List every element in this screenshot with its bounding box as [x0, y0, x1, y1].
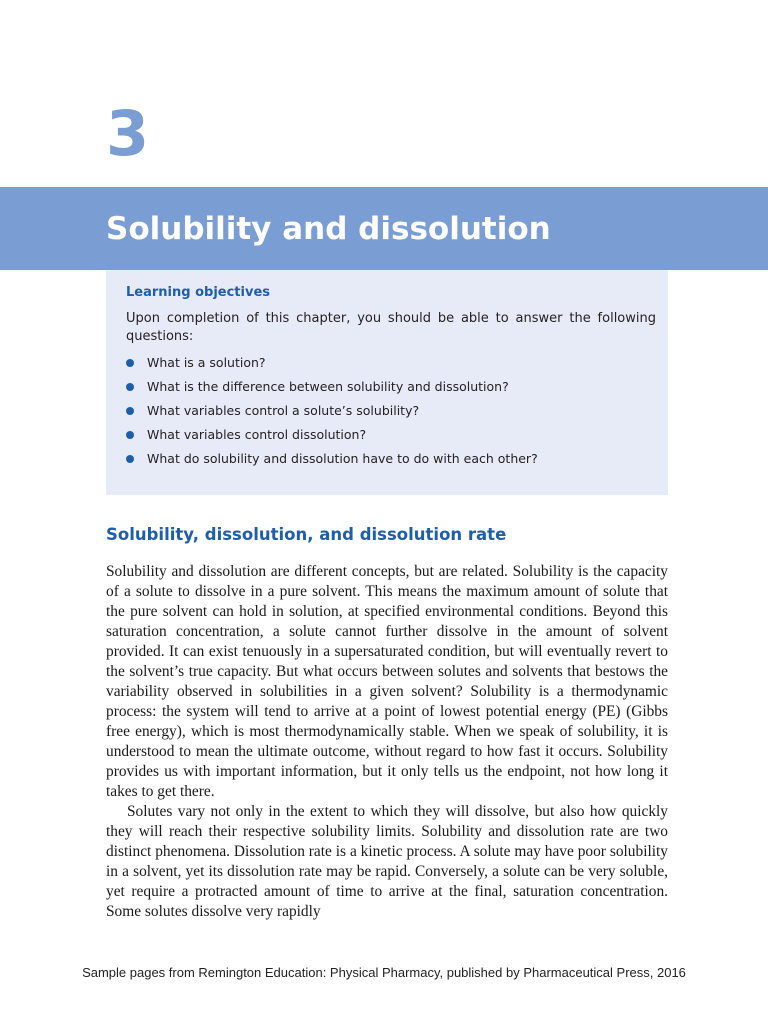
objective-text: What variables control dissolution?: [147, 427, 367, 442]
chapter-title-band: [0, 187, 768, 270]
bullet-dot-icon: [126, 407, 134, 415]
bullet-dot-icon: [126, 455, 134, 463]
objective-text: What is a solution?: [147, 355, 266, 370]
learning-objectives-heading: Learning objectives: [126, 285, 270, 300]
objective-text: What variables control a solute’s solubility?: [147, 403, 420, 418]
objective-item: [126, 426, 656, 444]
objective-item: [126, 354, 656, 372]
learning-objectives-intro: Upon completion of this chapter, you should be able to answer the following questions:: [126, 311, 656, 344]
objective-item: [126, 378, 656, 396]
body-paragraph: Solubility and dissolution are different concepts, but are related. Solubility is the capacity of a solute to dissolve in a pure solvent. This means the maximum amount of solute that the pure solvent can hold in solution, at specified environmental conditions. Beyond this saturation concentration, a solute cannot further dissolve in the amount of solvent provided. It can exist tenuously in a supersaturated condition, but will eventually revert to the solvent’s true capacity. But what occurs between solutes and solvents that bestows the variability observed in solubilities in a given solvent? Solubility is a thermodynamic process: the system will tend to arrive at a point of lowest potential energy (PE) (Gibbs free energy), which is most thermodynamically stable. When we speak of solubility, it is understood to mean the ultimate outcome, without regard to how fast it occurs. Solubility provides us with important information, but it only tells us the endpoint, not how long it takes to get there.: [106, 563, 668, 800]
chapter-number: 3: [106, 97, 150, 170]
section-body: [106, 562, 668, 922]
bullet-dot-icon: [126, 383, 134, 391]
objective-item: [126, 450, 656, 468]
objective-text: What do solubility and dissolution have to do with each other?: [147, 451, 538, 466]
bullet-dot-icon: [126, 431, 134, 439]
chapter-title: Solubility and dissolution: [106, 211, 551, 247]
footer-note: Sample pages from Remington Education: Physical Pharmacy, published by Pharmaceutical Press, 2016: [82, 965, 686, 980]
learning-objectives-box: [106, 270, 668, 495]
section-heading: Solubility, dissolution, and dissolution rate: [106, 525, 507, 544]
body-paragraph: Solutes vary not only in the extent to which they will dissolve, but also how quickly they will reach their respective solubility limits. Solubility and dissolution rate are two distinct phenomena. Dissolution rate is a kinetic process. A solute may have poor solubility in a solvent, yet its dissolution rate may be rapid. Conversely, a solute can be very soluble, yet require a protracted amount of time to arrive at the final, saturation concentration. Some solutes dissolve very rapidly: [106, 803, 668, 920]
bullet-dot-icon: [126, 359, 134, 367]
objective-item: [126, 402, 656, 420]
objective-text: What is the difference between solubility and dissolution?: [147, 379, 509, 394]
learning-objectives-list: [126, 354, 656, 468]
